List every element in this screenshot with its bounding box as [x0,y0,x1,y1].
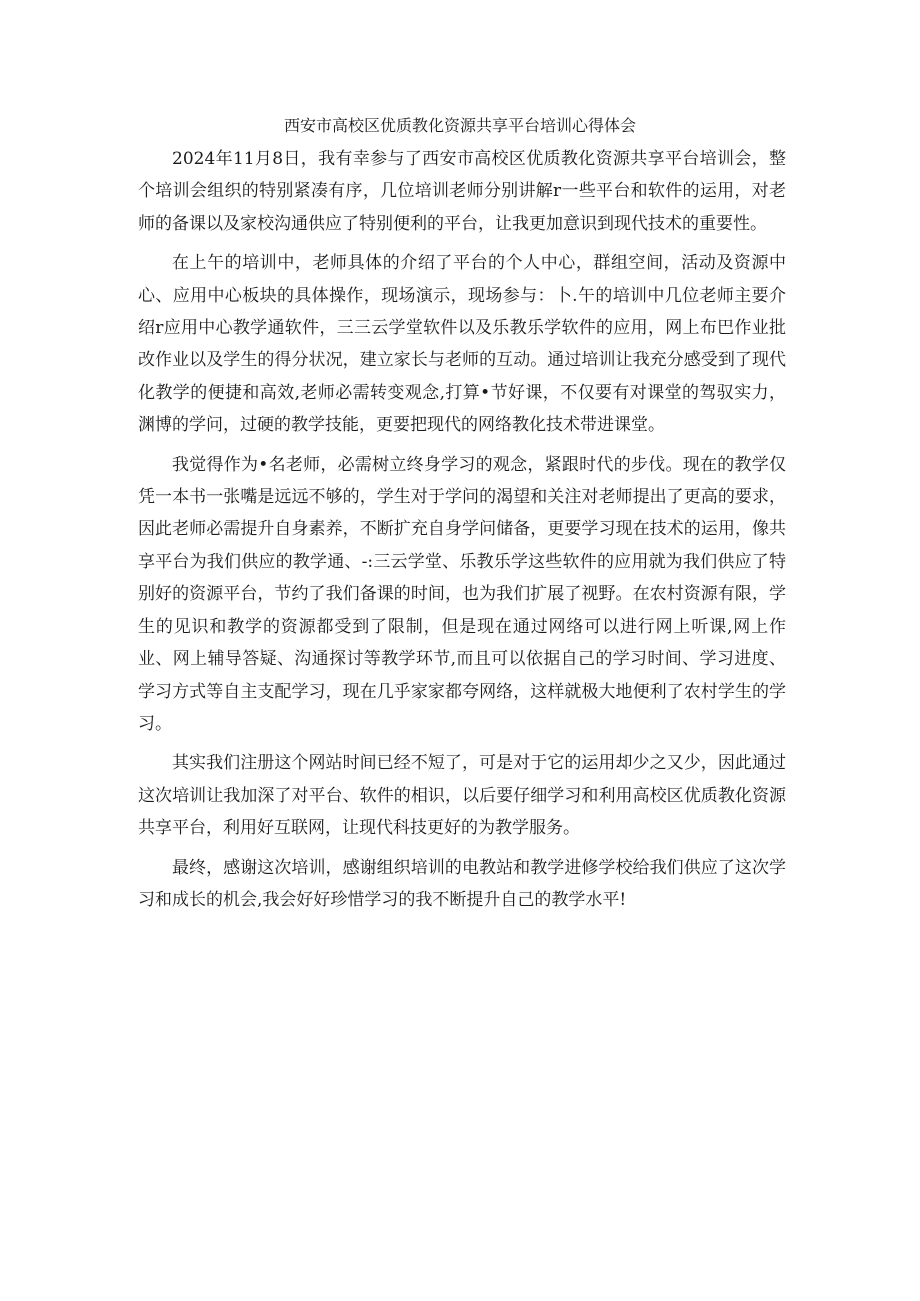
paragraph-5: 最终，感谢这次培训，感谢组织培训的电教站和教学进修学校给我们供应了这次学习和成长的机会,我会好好珍惜学习的我不断提升自己的教学水平! [138,857,786,910]
paragraph-4: 其实我们注册这个网站时间已经不短了，可是对于它的运用却少之又少，因此通过这次培训让我加深了对平台、软件的相识，以后要仔细学习和利用高校区优质教化资源共享平台，利用好互联网，让现代科技更好的为教学服务。 [138,753,786,839]
paragraph-1: 2024年11月8日，我有幸参与了西安市高校区优质教化资源共享平台培训会，整个培训会组织的特别紧凑有序，几位培训老师分别讲解r一些平台和软件的运用，对老师的备课以及家校沟通供应了特别便利的平台，让我更加意识到现代技术的重要性。 [138,149,786,234]
document-body [138,143,786,923]
paragraph-3: 我觉得作为•名老师，必需树立终身学习的观念，紧跟时代的步伐。现在的教学仅凭一本书一张嘴是远远不够的，学生对于学问的渴望和关注对老师提出了更高的要求，因此老师必需提升自身素养，不断扩充自身学问储备，更要学习现在技术的运用，像共享平台为我们供应的教学通、-:三云学堂、乐教乐学这些软件的应用就为我们供应了特别好的资源平台，节约了我们备课的时间，也为我们扩展了视野。在农村资源有限，学生的见识和教学的资源都受到了限制，但是现在通过网络可以进行网上听课,网上作业、网上辅导答疑、沟通探讨等教学环节,而且可以依据自己的学习时间、学习进度、学习方式等自主支配学习，现在几乎家家都夸网络，这样就极大地便利了农村学生的学习。 [138,454,786,734]
paragraph-2: 在上午的培训中，老师具体的介绍了平台的个人中心，群组空间，活动及资源中心、应用中心板块的具体操作，现场演示，现场参与：卜.午的培训中几位老师主要介绍r应用中心教学通软件，三三云学堂软件以及乐教乐学软件的应用，网上布巴作业批改作业以及学生的得分状况，建立家长与老师的互动。通过培训让我充分感受到了现代化教学的便捷和高效,老师必需转变观念,打算•节好课，不仅要有对课堂的驾驭实力，渊博的学问，过硬的教学技能，更要把现代的网络教化技术带进课堂。 [138,253,786,436]
document-title: 西安市高校区优质教化资源共享平台培训心得体会 [283,116,636,135]
